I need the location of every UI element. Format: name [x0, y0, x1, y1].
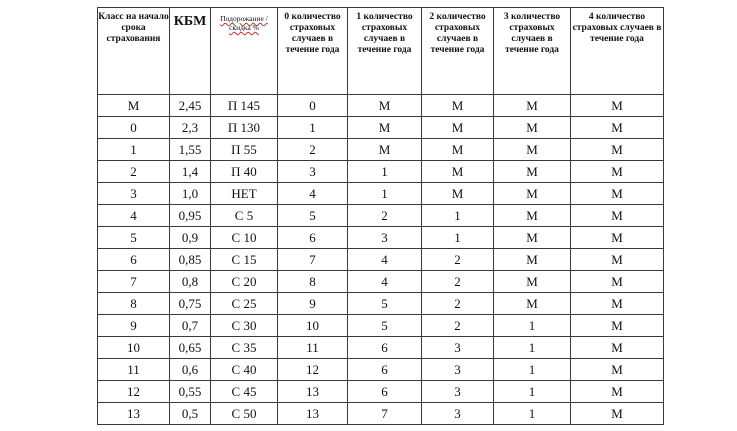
- cell-claims-0: 1: [278, 117, 348, 139]
- header-claims-1: 1 количество страховых случаев в течение года: [348, 8, 422, 95]
- cell-discount: П 130: [211, 117, 278, 139]
- cell-discount: С 50: [211, 403, 278, 425]
- cell-kbm: 1,0: [170, 183, 211, 205]
- cell-claims-1: М: [348, 117, 422, 139]
- cell-claims-4: М: [571, 249, 664, 271]
- cell-discount: П 145: [211, 95, 278, 117]
- table-row: [98, 337, 664, 359]
- cell-claims-2: М: [422, 161, 494, 183]
- cell-claims-2: 2: [422, 249, 494, 271]
- table-row: [98, 359, 664, 381]
- cell-claims-1: 6: [348, 337, 422, 359]
- cell-claims-4: М: [571, 205, 664, 227]
- table-header-row: [98, 8, 664, 95]
- cell-kbm: 0,85: [170, 249, 211, 271]
- cell-class: 9: [98, 315, 170, 337]
- cell-discount: П 55: [211, 139, 278, 161]
- cell-claims-3: М: [494, 271, 571, 293]
- cell-discount: С 45: [211, 381, 278, 403]
- cell-claims-1: 7: [348, 403, 422, 425]
- cell-discount: С 20: [211, 271, 278, 293]
- cell-claims-3: 1: [494, 403, 571, 425]
- table-row: [98, 205, 664, 227]
- cell-claims-2: 1: [422, 205, 494, 227]
- cell-claims-1: 2: [348, 205, 422, 227]
- cell-claims-4: М: [571, 381, 664, 403]
- cell-kbm: 0,65: [170, 337, 211, 359]
- table-row: [98, 403, 664, 425]
- table-row: [98, 315, 664, 337]
- cell-claims-3: 1: [494, 359, 571, 381]
- cell-claims-2: 3: [422, 403, 494, 425]
- cell-claims-4: М: [571, 271, 664, 293]
- cell-kbm: 0,75: [170, 293, 211, 315]
- cell-discount: С 30: [211, 315, 278, 337]
- table-row: [98, 381, 664, 403]
- cell-claims-0: 2: [278, 139, 348, 161]
- cell-class: 6: [98, 249, 170, 271]
- cell-discount: НЕТ: [211, 183, 278, 205]
- cell-claims-0: 11: [278, 337, 348, 359]
- cell-claims-0: 13: [278, 381, 348, 403]
- cell-claims-4: М: [571, 117, 664, 139]
- cell-claims-2: М: [422, 95, 494, 117]
- kbm-table-container: [97, 7, 663, 425]
- header-claims-4: 4 количество страховых случаев в течение года: [571, 8, 664, 95]
- cell-claims-0: 5: [278, 205, 348, 227]
- cell-discount: С 10: [211, 227, 278, 249]
- cell-claims-1: 1: [348, 183, 422, 205]
- cell-claims-3: М: [494, 161, 571, 183]
- cell-discount: С 5: [211, 205, 278, 227]
- cell-discount: С 35: [211, 337, 278, 359]
- cell-class: 8: [98, 293, 170, 315]
- cell-class: 11: [98, 359, 170, 381]
- cell-kbm: 0,7: [170, 315, 211, 337]
- kbm-table: [97, 7, 664, 425]
- table-row: [98, 249, 664, 271]
- header-kbm: КБМ: [170, 8, 211, 95]
- cell-claims-1: 3: [348, 227, 422, 249]
- cell-claims-1: М: [348, 139, 422, 161]
- cell-claims-0: 13: [278, 403, 348, 425]
- cell-claims-2: М: [422, 183, 494, 205]
- cell-claims-1: 5: [348, 293, 422, 315]
- cell-claims-2: 1: [422, 227, 494, 249]
- cell-kbm: 0,9: [170, 227, 211, 249]
- cell-kbm: 2,3: [170, 117, 211, 139]
- header-claims-0: 0 количество страховых случаев в течение года: [278, 8, 348, 95]
- cell-claims-3: М: [494, 183, 571, 205]
- cell-claims-2: М: [422, 117, 494, 139]
- header-class-start: Класс на начало срока страхования: [98, 8, 170, 95]
- header-claims-3: 3 количество страховых случаев в течение года: [494, 8, 571, 95]
- table-row: [98, 117, 664, 139]
- cell-claims-0: 12: [278, 359, 348, 381]
- cell-claims-3: М: [494, 293, 571, 315]
- cell-discount: С 25: [211, 293, 278, 315]
- cell-claims-0: 6: [278, 227, 348, 249]
- cell-claims-1: 6: [348, 381, 422, 403]
- cell-class: 12: [98, 381, 170, 403]
- cell-class: 0: [98, 117, 170, 139]
- table-row: [98, 139, 664, 161]
- cell-claims-0: 4: [278, 183, 348, 205]
- cell-claims-4: М: [571, 315, 664, 337]
- cell-claims-0: 8: [278, 271, 348, 293]
- cell-kbm: 0,5: [170, 403, 211, 425]
- cell-claims-3: М: [494, 117, 571, 139]
- cell-claims-4: М: [571, 337, 664, 359]
- cell-claims-4: М: [571, 161, 664, 183]
- cell-kbm: 1,4: [170, 161, 211, 183]
- cell-claims-1: 1: [348, 161, 422, 183]
- cell-claims-3: М: [494, 249, 571, 271]
- cell-claims-3: 1: [494, 381, 571, 403]
- cell-kbm: 2,45: [170, 95, 211, 117]
- cell-discount: С 15: [211, 249, 278, 271]
- cell-class: 4: [98, 205, 170, 227]
- table-row: [98, 227, 664, 249]
- cell-claims-2: М: [422, 139, 494, 161]
- cell-class: 5: [98, 227, 170, 249]
- cell-claims-1: 5: [348, 315, 422, 337]
- cell-claims-3: М: [494, 139, 571, 161]
- cell-class: 7: [98, 271, 170, 293]
- cell-claims-2: 3: [422, 381, 494, 403]
- cell-claims-2: 2: [422, 293, 494, 315]
- table-body: [98, 95, 664, 425]
- cell-claims-3: 1: [494, 315, 571, 337]
- cell-claims-4: М: [571, 227, 664, 249]
- cell-claims-2: 2: [422, 315, 494, 337]
- cell-claims-2: 2: [422, 271, 494, 293]
- cell-kbm: 0,55: [170, 381, 211, 403]
- table-row: [98, 271, 664, 293]
- cell-kbm: 0,6: [170, 359, 211, 381]
- cell-claims-1: 6: [348, 359, 422, 381]
- cell-claims-1: 4: [348, 271, 422, 293]
- cell-claims-0: 0: [278, 95, 348, 117]
- cell-claims-4: М: [571, 95, 664, 117]
- cell-class: М: [98, 95, 170, 117]
- cell-discount: С 40: [211, 359, 278, 381]
- table-row: [98, 95, 664, 117]
- cell-class: 13: [98, 403, 170, 425]
- cell-claims-4: М: [571, 403, 664, 425]
- cell-claims-4: М: [571, 139, 664, 161]
- header-surcharge-discount-text: Подорожание /скидка %: [220, 14, 268, 32]
- cell-claims-0: 10: [278, 315, 348, 337]
- cell-class: 2: [98, 161, 170, 183]
- cell-claims-0: 3: [278, 161, 348, 183]
- cell-claims-1: 4: [348, 249, 422, 271]
- cell-kbm: 0,8: [170, 271, 211, 293]
- cell-class: 1: [98, 139, 170, 161]
- cell-claims-3: М: [494, 205, 571, 227]
- header-surcharge-discount: [211, 8, 278, 95]
- cell-class: 10: [98, 337, 170, 359]
- cell-claims-2: 3: [422, 359, 494, 381]
- cell-class: 3: [98, 183, 170, 205]
- cell-claims-4: М: [571, 183, 664, 205]
- cell-claims-2: 3: [422, 337, 494, 359]
- cell-claims-1: М: [348, 95, 422, 117]
- cell-claims-3: 1: [494, 337, 571, 359]
- cell-claims-0: 7: [278, 249, 348, 271]
- cell-claims-3: М: [494, 95, 571, 117]
- cell-claims-4: М: [571, 359, 664, 381]
- table-row: [98, 293, 664, 315]
- header-claims-2: 2 количество страховых случаев в течение года: [422, 8, 494, 95]
- table-row: [98, 183, 664, 205]
- cell-discount: П 40: [211, 161, 278, 183]
- cell-claims-3: М: [494, 227, 571, 249]
- cell-claims-0: 9: [278, 293, 348, 315]
- cell-kbm: 1,55: [170, 139, 211, 161]
- table-row: [98, 161, 664, 183]
- cell-claims-4: М: [571, 293, 664, 315]
- cell-kbm: 0,95: [170, 205, 211, 227]
